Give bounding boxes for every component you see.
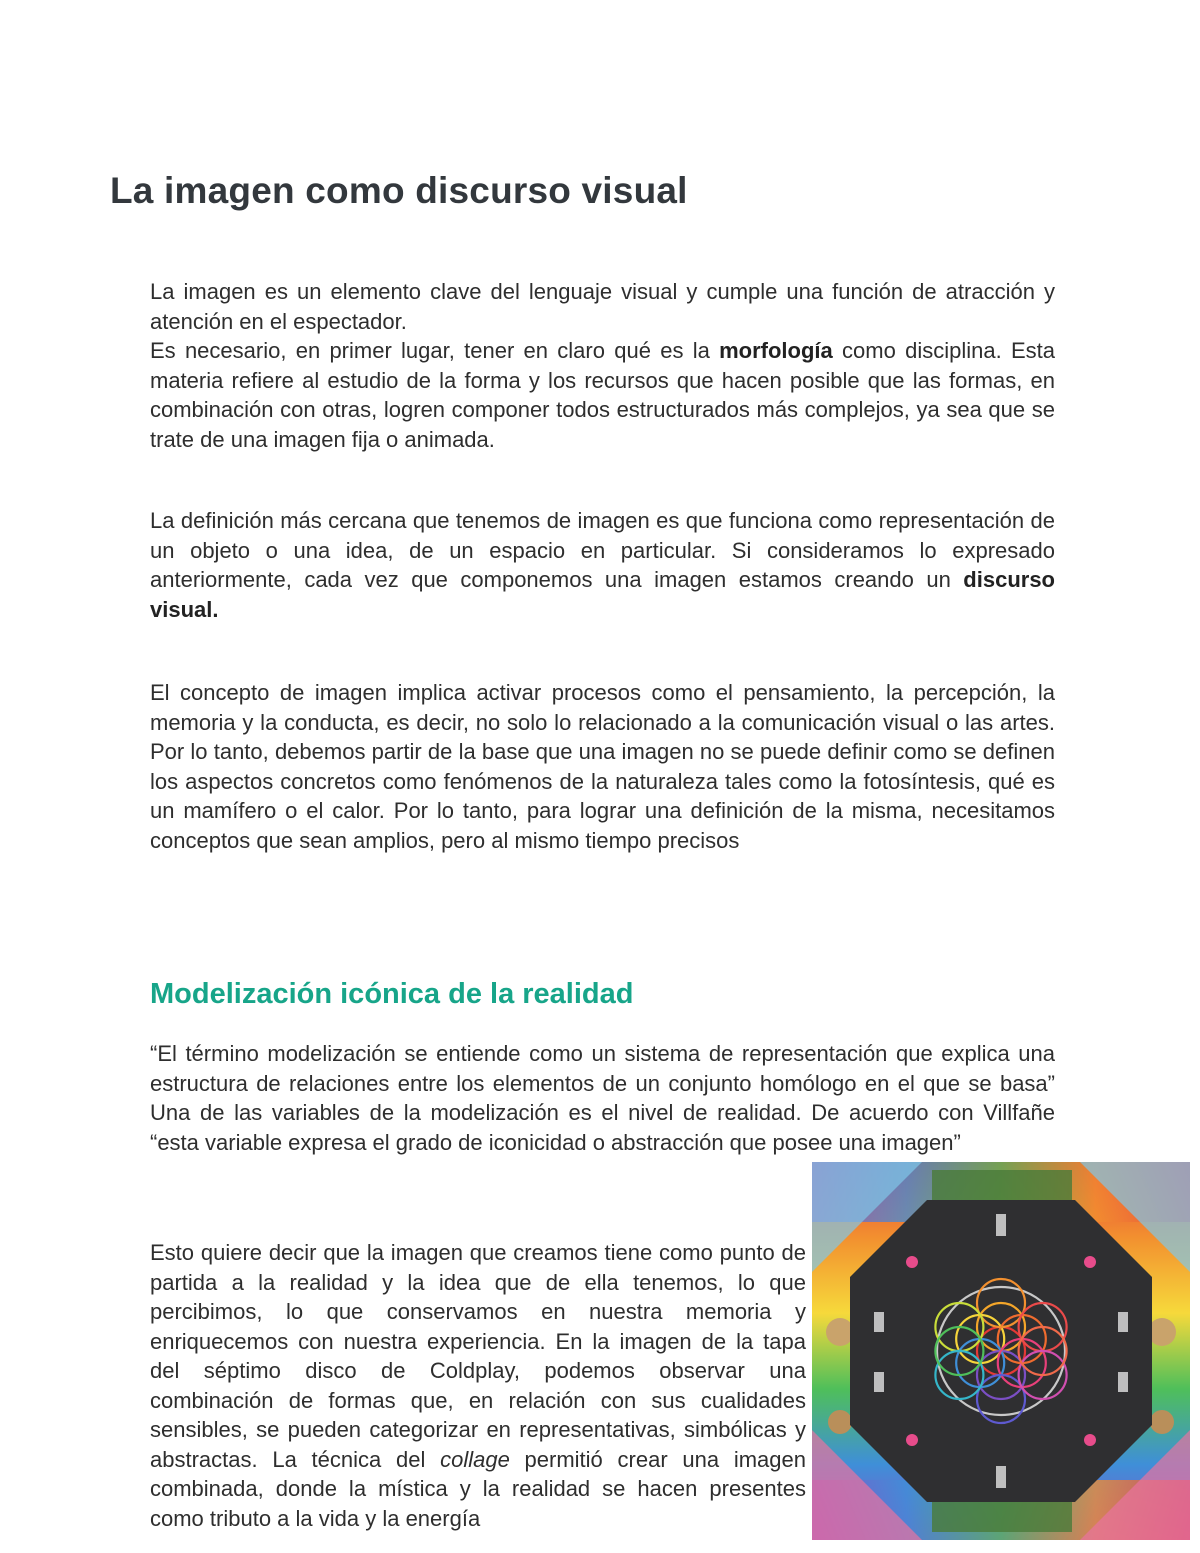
section-text-a: Esto quiere decir que la imagen que creamos tiene como punto de partida a la realidad y la idea que de ella tenemos, lo que percibimos, lo que conservamos en nuestra memoria y enriquecemos con nuestra experiencia. En la imagen de la tapa del séptimo disco de Coldplay, podemos observar una combinación de formas que, en relación con sus cualidades sensibles, se pueden categorizar en representativas, simbólicas y abstractas. La técnica del — [150, 1240, 806, 1472]
intro-text-1: La imagen es un elemento clave del lenguaje visual y cumple una función de atracción y atención en el espectador. — [150, 279, 1055, 334]
term-discurso-visual: discurso visual. — [150, 567, 1055, 622]
term-collage: collage — [440, 1446, 510, 1472]
section-heading: Modelización icónica de la realidad — [150, 978, 634, 1010]
intro-paragraph-1 — [150, 277, 1055, 454]
section-text-b: permitió crear una imagen combinada, donde la mística y la realidad se hacen presentes como tributo a la vida y la energía — [150, 1446, 806, 1531]
term-morfologia: morfología — [719, 338, 833, 363]
section-paragraph — [150, 1238, 806, 1533]
section-quote — [150, 1039, 1055, 1157]
intro-text-2a: Es necesario, en primer lugar, tener en claro qué es la — [150, 338, 720, 363]
intro-text-3a: La definición más cercana que tenemos de imagen es que funciona como representación de un objeto o una idea, de un espacio en particular. Si consideramos lo expresado anteriormente, cada vez que componemos una imagen estamos creando un — [150, 508, 1055, 592]
intro-text-4: El concepto de imagen implica activar procesos como el pensamiento, la percepción, la memoria y la conducta, es decir, no solo lo relacionado a la comunicación visual o las artes. Por lo tanto, debemos partir de la base que una imagen no se puede definir como se definen los aspectos concretos como fenómenos de la naturaleza tales como la fotosíntesis, qué es un mamífero o el calor. Por lo tanto, para lograr una definición de la misma, necesitamos conceptos que sean amplios, pero al mismo tiempo precisos — [150, 680, 1055, 853]
album-cover-image — [812, 1162, 1190, 1540]
intro-paragraph-3 — [150, 678, 1055, 855]
intro-paragraph-2 — [150, 506, 1055, 624]
intro-text-2b: como disciplina. Esta materia refiere al estudio de la forma y los recursos que hacen posible que las formas, en combinación con otras, logren componer todos estructurados más complejos, ya sea que se trate de una imagen fija o animada. — [150, 338, 1056, 452]
page-title: La imagen como discurso visual — [110, 170, 688, 211]
quote-text: “El término modelización se entiende como un sistema de representación que explica una estructura de relaciones entre los elementos de un conjunto homólogo en el que se basa” Una de las variables de la modelización es el nivel de realidad. De acuerdo con Villfañe “esta variable expresa el grado de iconicidad o abstracción que posee una imagen” — [150, 1041, 1055, 1155]
